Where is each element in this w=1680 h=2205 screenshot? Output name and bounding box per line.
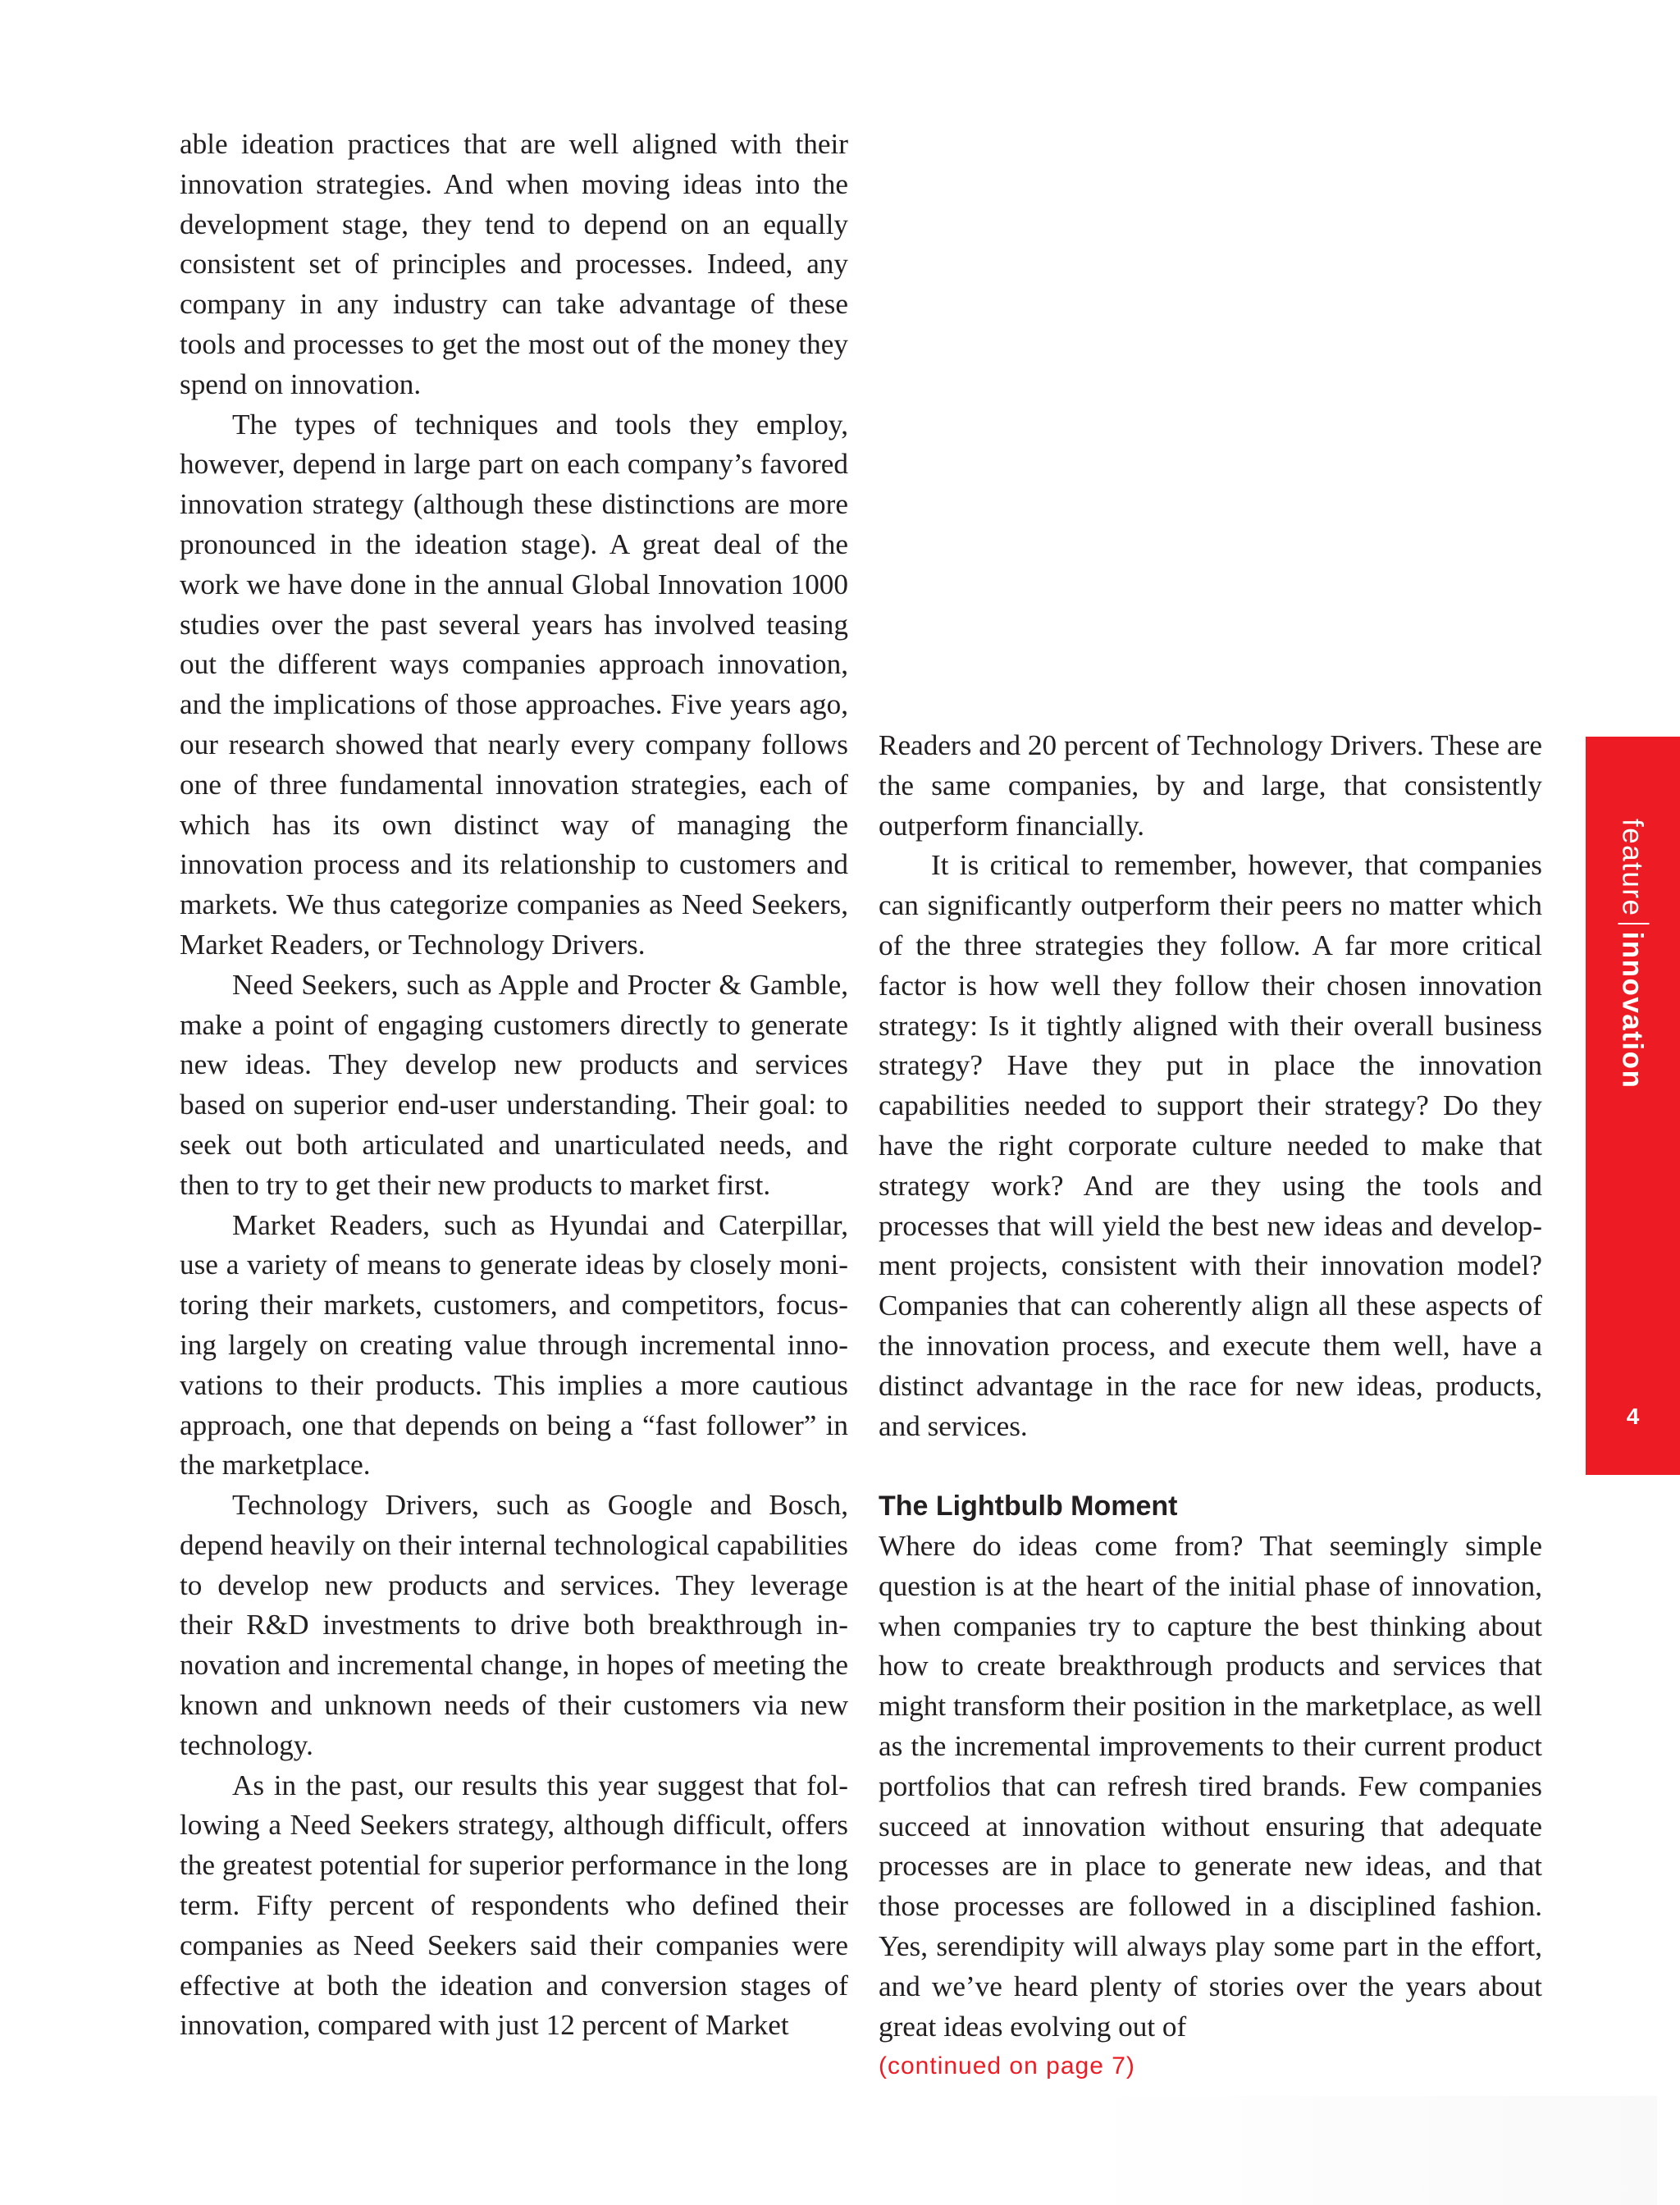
continued-link[interactable]: (continued on page 7) [879,2052,1135,2080]
body-paragraph: Readers and 20 percent of Technology Drivers. These are the same companies, by and large, that consistently outperform financially. [879,729,1542,842]
section-heading: The Lightbulb Moment [879,1491,1178,1522]
left-column [180,125,848,2046]
page-number: 4 [1626,1404,1640,1429]
page-shadow [1083,2096,1657,2205]
body-paragraph: Where do ideas come from? That seemingly simple question is at the heart of the initial phase of innovation, when companies try to capture the best thinking about how to create breakthrough products and services that might transform their position in the marketplace, as well as the incremental improvements to their current product portfolios that can refresh tired brands. Few companies succeed at innovation without ensuring that adequate processes are in place to generate new ideas, and that those processes are followed in a disciplined fashion. Yes, serendipity will always play some part in the effort, and we’ve heard plenty of stories over the years about great ideas evolving out of [879,1529,1542,2043]
body-paragraph: able ideation practices that are well aligned with their innovation strategies. And when moving ideas into the development stage, they tend to depend on an equally consistent set of principles and processes. Indeed, any company in any industry can take advantage of these tools and processes to get the most out of the money they spend on innovation. [180,128,848,400]
body-paragraph: Market Readers, such as Hyundai and Caterpillar, use a variety of means to generate ideas by closely monitoring their markets, customers, and competitors, focusing largely on creating value through incremental innovations to their products. This implies a more cautious approach, one that depends on being a “fast follower” in the marketplace. [180,1208,848,1481]
body-paragraph: The types of techniques and tools they employ, however, depend in large part on each company’s favored innovation strategy (although these distinctions are more pronounced in the ideation stage). A great deal of the work we have done in the annual Global Innovation 1000 studies over the past several years has involved teasing out the different ways companies approach innovation, and the implications of those approaches. Five years ago, our research showed that nearly every company follows one of three fundamental innovation strategies, each of which has its own distinct way of managing the innovation process and its relationship to customers and markets. We thus categorize companies as Need Seekers, Market Readers, or Technology Drivers. [180,408,848,961]
label-divider [1618,923,1650,924]
body-paragraph: Technology Drivers, such as Google and Bosch, depend heavily on their internal technological capabilities to develop new products and services. They leverage their R&D investments to drive both breakthrough innovation and incremental change, in hopes of meeting the known and unknown needs of their customers via new technology. [180,1489,848,1761]
section-name: feature [1616,819,1649,917]
section-label [1616,819,1650,1089]
body-paragraph: It is critical to remember, however, that companies can significantly outperform their peers no matter which of the three strategies they follow. A far more critical factor is how well they follow their chosen innovation strategy: Is it tightly aligned with their overall business strategy? Have they put in place the innovation capabilities needed to support their strategy? Do they have the right corporate culture needed to make that strategy work? And are they using the tools and processes that will yield the best new ideas and development projects, consistent with their innovation model? Companies that can coherently align all these aspects of the innovation process, and execute them well, have a distinct advantage in the race for new ideas, products, and services. [879,849,1542,1442]
section-side-tab [1586,737,1680,1475]
section-topic: innovation [1616,931,1649,1089]
right-column [879,726,1542,2087]
body-paragraph: As in the past, our results this year suggest that following a Need Seekers strategy, although difficult, offers the greatest potential for superior performance in the long term. Fifty percent of respondents who defined their companies as Need Seekers said their companies were effective at both the ideation and conversion stages of innovation, compared with just 12 percent of Market [180,1769,848,2042]
body-paragraph: Need Seekers, such as Apple and Procter & Gamble, make a point of engaging customers directly to generate new ideas. They develop new products and services based on superior end-user understanding. Their goal: to seek out both articulated and unarticulated needs, and then to try to get their new products to market first. [180,968,848,1201]
